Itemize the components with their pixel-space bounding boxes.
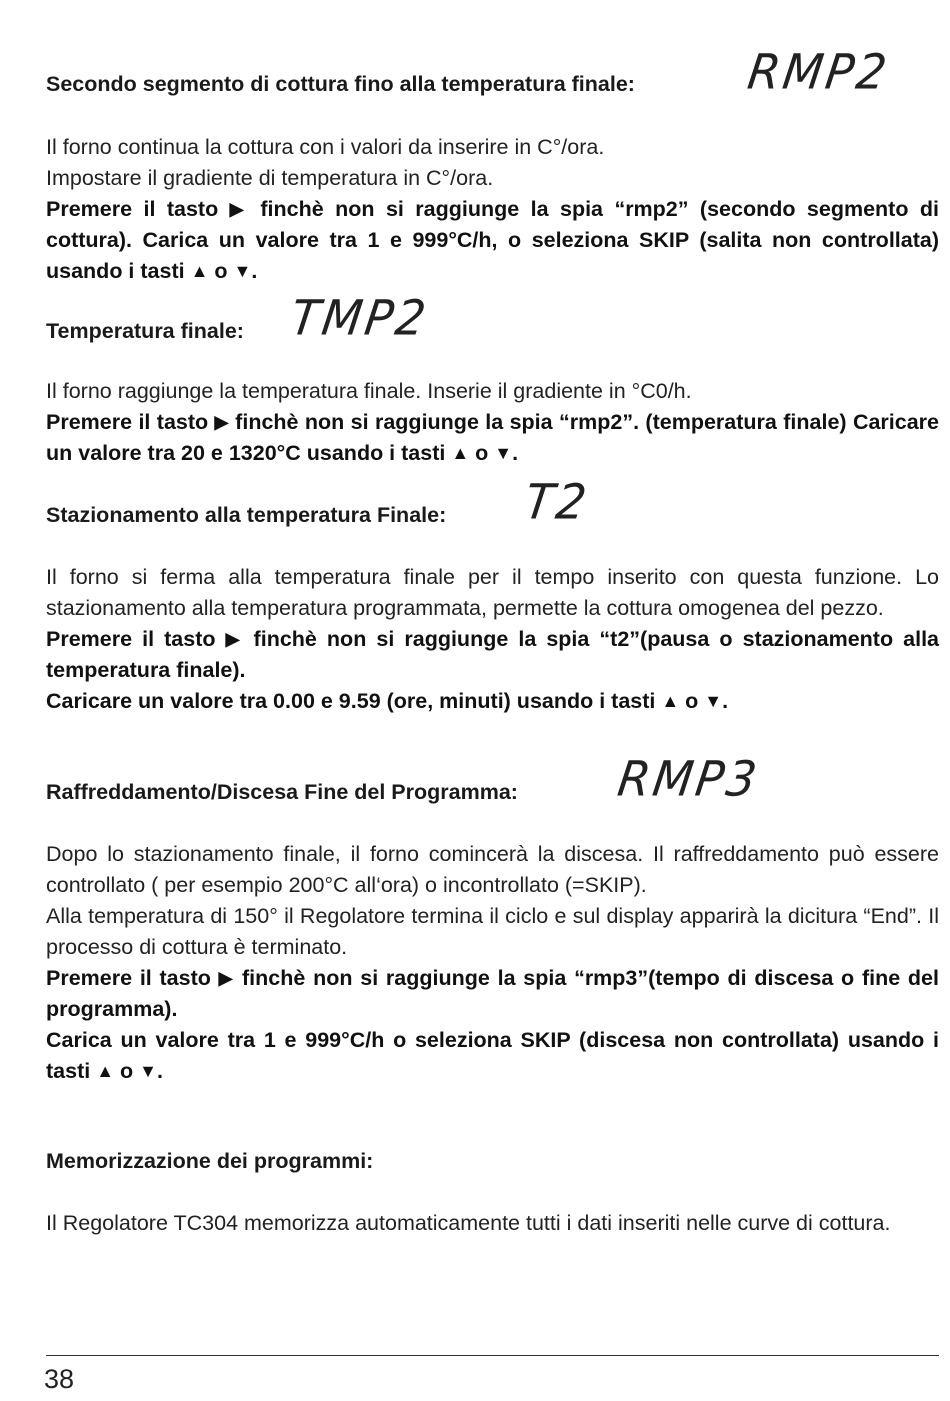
text: Caricare un valore tra 0.00 e 9.59 (ore, minuti) usando i tasti [46,689,662,713]
text: finchè non si raggiunge la spia “rmp2” (secondo segmento di cottura). Carica un valore tra 1 e 999°C/h, o seleziona SKIP (salita non controllata) usando i tasti [46,197,940,283]
instruction [46,194,939,287]
section-heading-rmp2: Secondo segmento di cottura fino alla temperatura finale: [46,72,635,96]
page-number: 38 [44,1364,75,1394]
up-arrow-icon: ▲ [661,691,680,711]
section-body-t2 [46,562,939,717]
section-body-tmp2 [46,376,939,469]
instruction [46,1025,939,1087]
down-arrow-icon: ▼ [494,443,513,463]
instruction [46,624,939,686]
footer-divider [46,1355,939,1356]
text: Premere il tasto [46,966,219,990]
section-body-rmp2 [46,132,939,287]
right-arrow-icon: ▶ [225,629,244,649]
instruction [46,686,939,717]
text: finchè non si raggiunge la spia “rmp3”(tempo di discesa o fine del programma). [46,966,939,1021]
up-arrow-icon: ▲ [96,1061,115,1081]
paragraph: Il forno continua la cottura con i valori da inserire in C°/ora. [46,135,605,159]
paragraph: Il forno si ferma alla temperatura finale per il tempo inserito con questa funzione. Lo stazionamento alla temperatura programmata, permette la cottura omogenea del pezzo. [46,565,939,620]
paragraph: Alla temperatura di 150° il Regolatore termina il ciclo e sul display apparirà la dicitura “End”. Il processo di cottura è terminato. [46,904,939,959]
section-body-memorizzazione [46,1208,939,1239]
text: Carica un valore tra 1 e 999°C/h o seleziona SKIP (discesa non controllata) usando i tasti [46,1028,939,1083]
down-arrow-icon: ▼ [704,691,723,711]
paragraph: Il Regolatore TC304 memorizza automaticamente tutti i dati inseriti nelle curve di cottura. [46,1211,891,1235]
up-arrow-icon: ▲ [190,261,209,281]
text: o [469,441,495,465]
segment-display-rmp2: RMP2 [744,43,894,101]
right-arrow-icon: ▶ [214,412,229,432]
text: . [512,441,519,465]
text: o [679,689,705,713]
text: . [251,259,258,283]
text: Premere il tasto [46,627,226,651]
instruction [46,407,939,469]
section-heading-memorizzazione: Memorizzazione dei programmi: [46,1149,374,1173]
text: o [114,1059,140,1083]
paragraph: Dopo lo stazionamento finale, il forno comincerà la discesa. Il raffreddamento può essere controllato ( per esempio 200°C all‘ora) o incontrollato (=SKIP). [46,842,939,897]
down-arrow-icon: ▼ [139,1061,157,1081]
text: . [722,689,729,713]
right-arrow-icon: ▶ [218,968,235,988]
right-arrow-icon: ▶ [229,199,249,219]
section-heading-rmp3: Raffreddamento/Discesa Fine del Programma: [46,780,518,804]
paragraph: Il forno raggiunge la temperatura finale. Inserie il gradiente in °C0/h. [46,379,692,403]
paragraph: Impostare il gradiente di temperatura in C°/ora. [46,166,494,190]
text: Premere il tasto [46,197,230,221]
text: finchè non si raggiunge la spia “rmp2”. (temperatura finale) Caricare un valore tra 20 e 1320°C usando i tasti [46,410,940,465]
down-arrow-icon: ▼ [233,261,252,281]
section-heading-tmp2: Temperatura finale: [46,319,244,343]
text: o [208,259,234,283]
instruction [46,963,939,1025]
section-heading-t2: Stazionamento alla temperatura Finale: [46,503,447,527]
text: . [156,1059,163,1083]
section-body-rmp3 [46,839,939,1087]
up-arrow-icon: ▲ [451,443,470,463]
text: Premere il tasto [46,410,215,434]
segment-display-rmp3: RMP3 [614,750,764,808]
segment-display-t2: T2 [521,473,593,531]
segment-display-tmp2: TMP2 [287,289,433,347]
text: finchè non si raggiunge la spia “t2”(pausa o stazionamento alla temperatura finale). [46,627,940,682]
